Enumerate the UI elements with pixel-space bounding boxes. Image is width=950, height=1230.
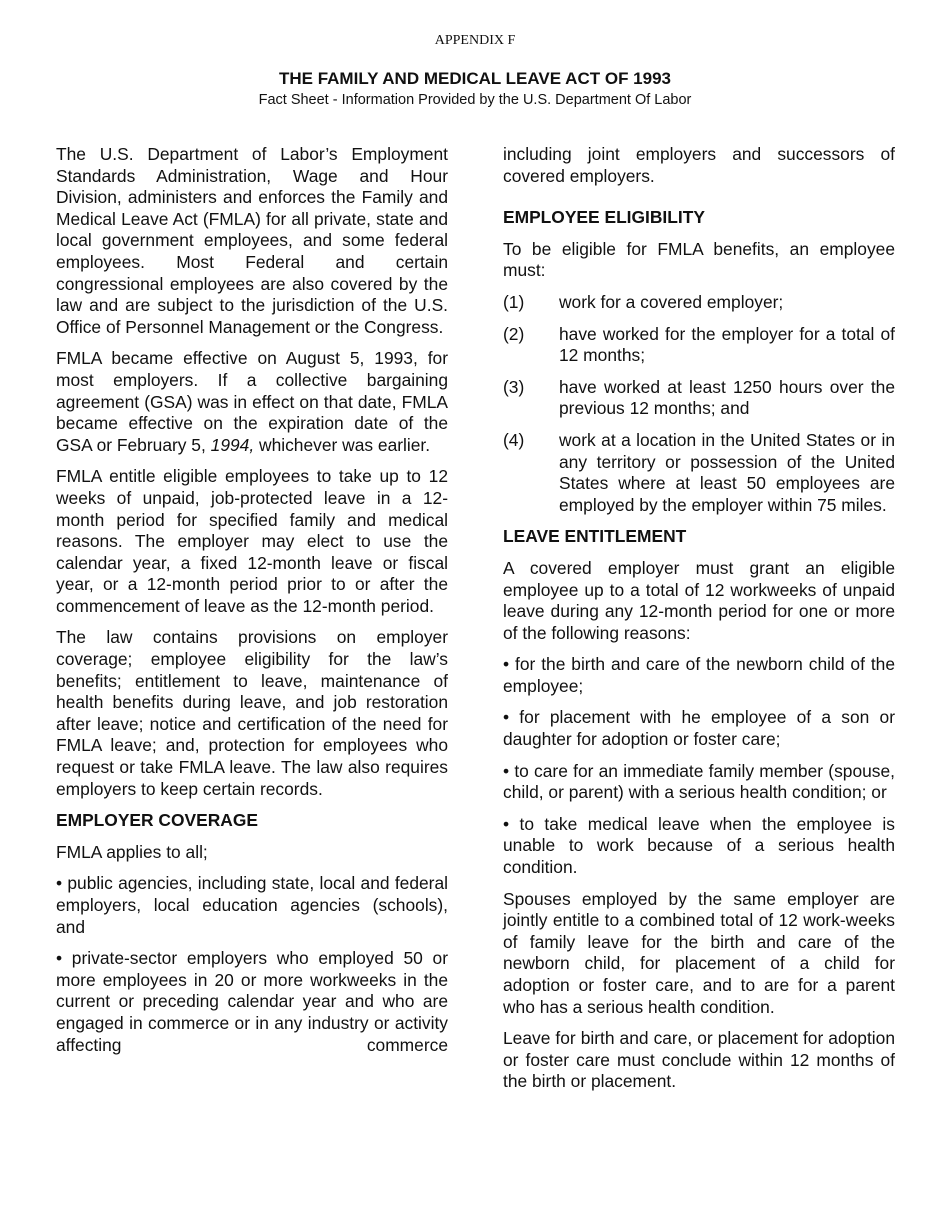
leave-entitlement-heading: LEAVE ENTITLEMENT bbox=[503, 526, 687, 547]
entitlement-intro: A covered employer must grant an eligible employee up to a total of 12 workweeks of unpaid leave during any 12-month period for one or more of the following reasons: bbox=[503, 557, 895, 643]
reason-bullet: • to take medical leave when the employee is unable to work because of a serious health condition. bbox=[503, 813, 895, 878]
appendix-label: APPENDIX F bbox=[434, 33, 516, 48]
document-subtitle: Fact Sheet - Information Provided by the U.S. Department Of Labor bbox=[258, 92, 692, 108]
effective-date-text-end: whichever was earlier. bbox=[254, 434, 431, 455]
eligibility-item bbox=[503, 377, 895, 420]
coverage-intro: FMLA applies to all; bbox=[56, 841, 208, 862]
employer-coverage-heading: EMPLOYER COVERAGE bbox=[56, 810, 258, 831]
eligibility-item-text: have worked for the employer for a total of 12 months; bbox=[559, 323, 895, 366]
right-column bbox=[503, 144, 895, 1103]
conclusion-paragraph: Leave for birth and care, or placement for adoption or foster care must conclude within 12 months of the birth or placement. bbox=[503, 1028, 895, 1092]
coverage-bullet-public: • public agencies, including state, local and federal employers, local education agencies (schools), and bbox=[56, 873, 448, 937]
eligibility-item-number: (4) bbox=[503, 429, 525, 450]
eligibility-item-text: work for a covered employer; bbox=[559, 291, 784, 312]
eligibility-item bbox=[503, 324, 895, 367]
effective-date-text: FMLA became effective on August 5, 1993, for most employers. If a collective bargaining agreement (GSA) was in effect on that date, FMLA became effective on the expiration date of the GSA or February 5, bbox=[56, 348, 448, 455]
eligibility-item-number: (1) bbox=[503, 291, 525, 312]
provisions-paragraph: The law contains provisions on employer coverage; employee eligibility for the law’s benefits; entitlement to leave, maintenance of health benefits during leave, and job restoration after leave; notice and certification of the need for FMLA leave; and, protection for employees who request or take FMLA leave. The law also requires employers to keep certain records. bbox=[56, 627, 448, 799]
reason-bullet: • for the birth and care of the newborn child of the employee; bbox=[503, 654, 895, 696]
reason-bullet: • to care for an immediate family member (spouse, child, or parent) with a serious health condition; or bbox=[503, 760, 895, 803]
employee-eligibility-heading: EMPLOYEE ELIGIBILITY bbox=[503, 207, 705, 228]
entitlement-summary-paragraph: FMLA entitle eligible employees to take up to 12 weeks of unpaid, job-protected leave in a 12-month period for specified family and medical reasons. The employer may elect to use the calendar year, a fixed 12-month leave or fiscal year, or a 12-month period prior to or after the commencement of leave as the 12-month period. bbox=[56, 466, 448, 616]
effective-date-paragraph bbox=[56, 348, 448, 456]
eligibility-item bbox=[503, 430, 895, 516]
intro-paragraph: The U.S. Department of Labor’s Employment Standards Administration, Wage and Hour Division, administers and enforces the Family and Medical Leave Act (FMLA) for all private, state and local government employees, and some federal employees. Most Federal and certain congressional employees are also covered by the law and are subject to the jurisdiction of the U.S. Office of Personnel Management or the Congress. bbox=[56, 144, 448, 337]
eligibility-item-text: work at a location in the United States or in any territory or possession of the United States where at least 50 employees are employed by the employer within 75 miles. bbox=[559, 429, 895, 515]
eligibility-item-number: (3) bbox=[503, 376, 525, 397]
coverage-bullet-private: • private-sector employers who employed 50 or more employees in 20 or more workweeks in the current or preceding calendar year and who are engaged in commerce or in any industry or activity affecting commerce bbox=[56, 948, 448, 1055]
coverage-continuation: including joint employers and successors of covered employers. bbox=[503, 144, 895, 186]
eligibility-item-number: (2) bbox=[503, 323, 525, 344]
spouses-paragraph: Spouses employed by the same employer are jointly entitle to a combined total of 12 work-weeks of family leave for the birth and care of the newborn child, for placement of a child for adoption or foster care, and to are for a parent who has a serious health condition. bbox=[503, 888, 895, 1017]
left-column bbox=[56, 144, 448, 1066]
eligibility-item bbox=[503, 292, 895, 314]
eligibility-item-text: have worked at least 1250 hours over the previous 12 months; and bbox=[559, 376, 895, 419]
eligibility-intro: To be eligible for FMLA benefits, an employee must: bbox=[503, 238, 895, 281]
document-title: THE FAMILY AND MEDICAL LEAVE ACT OF 1993 bbox=[278, 69, 671, 88]
reason-bullet: • for placement with he employee of a son or daughter for adoption or foster care; bbox=[503, 707, 895, 750]
effective-date-year: 1994, bbox=[210, 434, 255, 455]
